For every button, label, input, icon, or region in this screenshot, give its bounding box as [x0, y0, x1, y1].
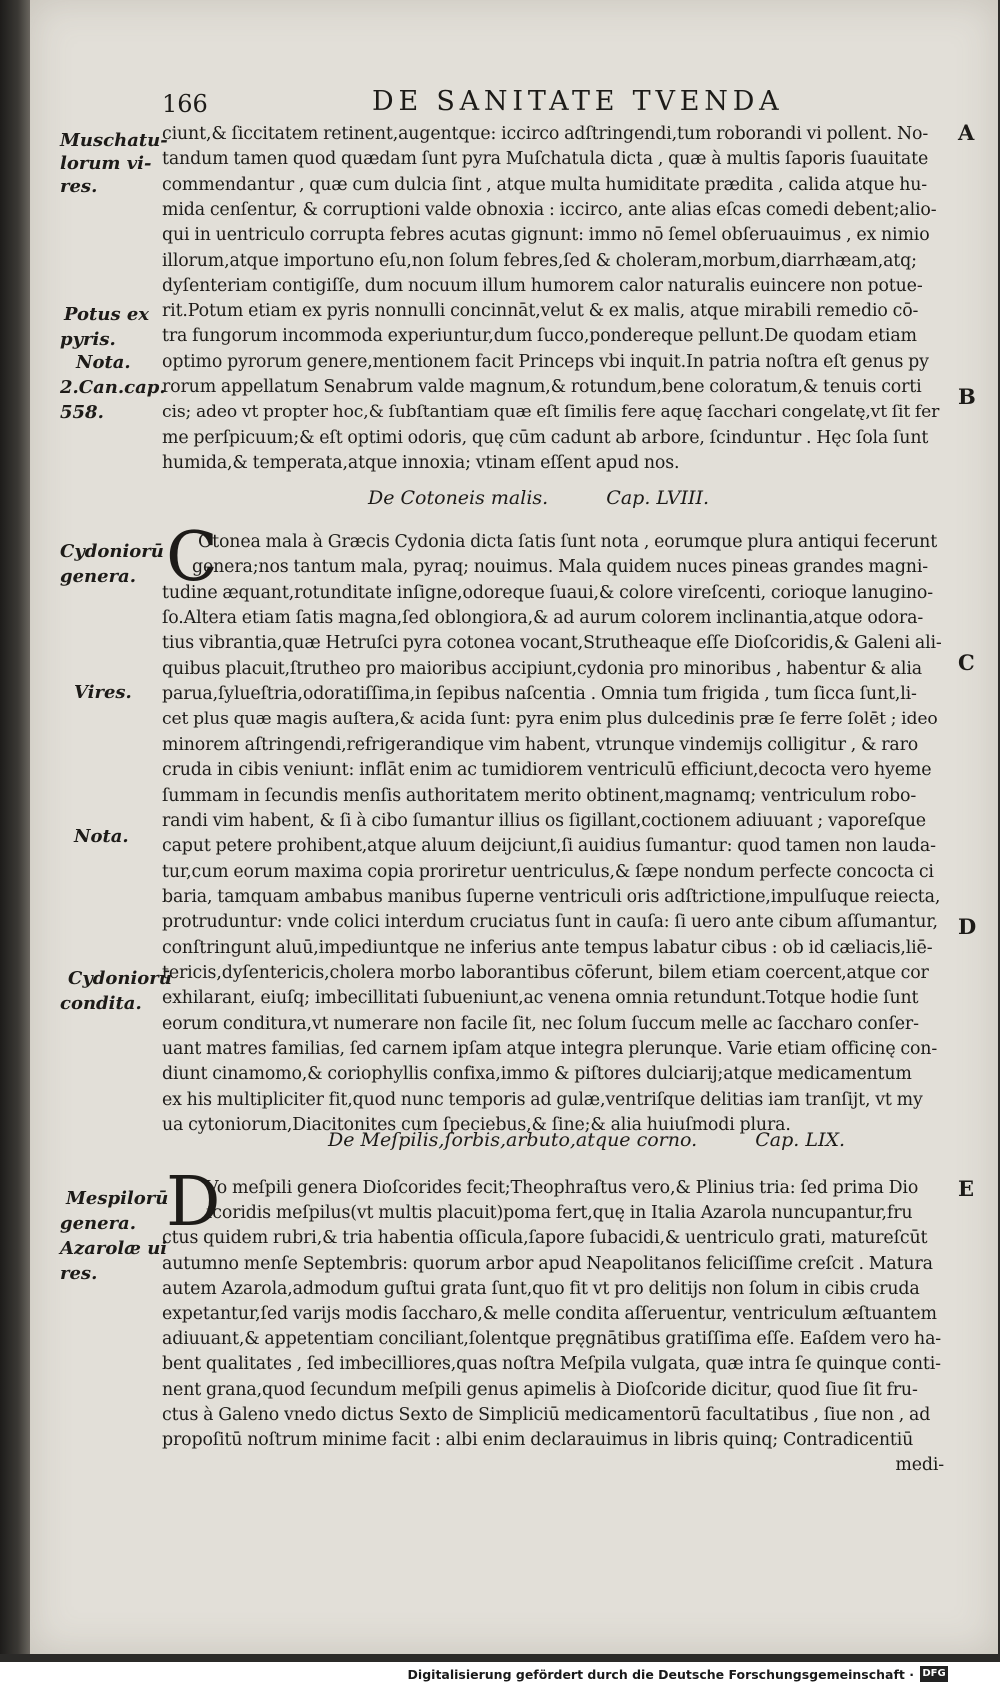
- chapter-title: De Meſpilis,ſorbis,arbuto,atque corno.: [328, 1129, 698, 1151]
- text-line: cis; adeo vt propter hoc,& ſubſtantiam quæ eſt ſimilis fere aquę ſacchari congelatę,vt ſit fer: [162, 402, 940, 423]
- text-line: tandum tamen quod quædam ſunt pyra Muſchatula dicta , quæ à multis ſaporis ſuauitate: [162, 149, 929, 170]
- text-line: conſtringunt aluū,impediuntque ne inferius ante tempus labatur cibus : ob id cæliacis,liē-: [162, 937, 933, 958]
- drop-cap-c: C: [166, 518, 219, 597]
- text-line: adiuuant,& appetentiam conciliant,ſolentque pręgnātibus gratiſſima eſſe. Eaſdem vero ha-: [162, 1329, 942, 1350]
- text-line: quibus placuit,ſtrutheo pro maioribus accipiunt,cydonia pro minoribus , habentur & alia: [162, 658, 922, 679]
- text-line: me perſpicuum;& eſt optimi odoris, quę cūm cadunt ab arbore, ſcinduntur . Hęc ſola ſunt: [162, 427, 929, 448]
- text-line: Vo meſpili genera Dioſcorides fecit;Theophraſtus vero,& Plinius tria: ſed prima Dio: [206, 1178, 919, 1198]
- text-line: ſummam in ſecundis menſis authoritatem merito obtinent,magnamq; ventriculum robo-: [162, 785, 917, 806]
- margin-note-line: Potus ex: [64, 304, 150, 325]
- text-line: qui in uentriculo corrupta febres acutas gignunt: immo nō ſemel obſeruauimus , ex nimio: [162, 225, 930, 246]
- text-line: genera;nos tantum mala, pyraq; nouimus. Mala quidem nuces pineas grandes magni-: [192, 557, 928, 578]
- text-line: ſo.Altera etiam ſatis magna,ſed oblongiora,& ad aurum colorem inclinantia,atque odora-: [162, 608, 924, 629]
- digitization-footer: [0, 1662, 1000, 1689]
- text-line: diunt cinamomo,& coriophyllis confixa,immo & piſtores dulciarij;atque medicamentum: [162, 1064, 912, 1085]
- chapter-number: Cap. LVIII.: [606, 487, 710, 509]
- text-line: tra fungorum incommoda experiuntur,dum ſucco,pondereque pellunt.De quodam etiam: [162, 326, 917, 347]
- footer-credit: Digitalisierung gefördert durch die Deutsche Forschungsgemeinschaft ·: [407, 1667, 914, 1682]
- text-line: optimo pyrorum genere,mentionem facit Princeps vbi inquit.In patria noſtra eſt genus py: [162, 351, 929, 372]
- margin-note-line: Cydoniorū: [68, 968, 172, 989]
- text-line: propoſitū noſtrum minime facit : albi enim declarauimus in libris quinq; Contradicentiū: [162, 1430, 914, 1450]
- page-number: 166: [162, 90, 208, 118]
- text-line: rorum appellatum Senabrum valde magnum,& rotundum,bene coloratum,& tenuis corti: [162, 377, 922, 397]
- text-line: tudine æquant,rotunditate inſigne,odoreque ſuaui,& colore vireſcenti, corioque lanugino-: [162, 582, 933, 603]
- text-line: humida,& temperata,atque innoxia; vtinam eſſent apud nos.: [162, 452, 680, 473]
- margin-note-line: 558.: [60, 402, 104, 423]
- text-line: ſcoridis meſpilus(vt multis placuit)poma fert,quę in Italia Azarola nuncupantur,fru: [206, 1203, 913, 1224]
- margin-note-line: Nota.: [76, 352, 131, 373]
- section-letter-a: A: [958, 120, 975, 145]
- running-header: [162, 84, 822, 124]
- text-line: illorum,atque importuno eſu,non ſolum febres,ſed & choleram,morbum,diarrhæam,atq;: [162, 250, 917, 271]
- margin-note-line: condita.: [60, 993, 142, 1014]
- text-line: caput petere prohibent,atque aluum deijciunt,ſi auidius ſumantur: quod tamen non lauda-: [162, 836, 936, 857]
- chapter-heading-58: [368, 486, 709, 511]
- dfg-logo: DFG: [920, 1666, 948, 1682]
- margin-note-line: res.: [60, 176, 98, 197]
- margin-note-line: Vires.: [74, 682, 132, 703]
- book-page: [30, 0, 998, 1654]
- text-line: bent qualitates , ſed imbecilliores,quas noſtra Meſpila vulgata, quæ intra ſe quinque conti-: [162, 1354, 941, 1375]
- text-line: ex his multipliciter fit,quod nunc temporis ad gulæ,ventriſque delitias iam tranſijt, vt my: [162, 1089, 923, 1110]
- margin-note-line: Mespilorū: [66, 1188, 169, 1209]
- text-line: exhilarant, eiuſq; imbecillitati ſubueniunt,ac venena omnia retundunt.Totque hodie ſunt: [162, 988, 919, 1009]
- text-line: tericis,dyſentericis,cholera morbo laborantibus cōferunt, bilem etiam coercent,atque cor: [162, 962, 929, 983]
- margin-note-line: genera.: [60, 566, 136, 587]
- text-line: eorum conditura,vt numerare non facile ſit, nec ſolum ſuccum melle ac ſaccharo conſer-: [162, 1013, 919, 1034]
- text-line: randi vim habent, & ſi à cibo ſumantur illius os ſigillant,coctionem adiuuant ; vaporeſque: [162, 810, 926, 831]
- margin-note-line: pyris.: [60, 329, 116, 350]
- book-binding-edge: [0, 0, 30, 1654]
- text-line: protruduntur: vnde colici interdum cruciatus ſunt in cauſa: ſi uero ante cibum aſſumantur,: [162, 912, 938, 933]
- text-line: baria, tamquam ambabus manibus ſuperne ventriculi oris adſtrictione,impulſuque reiecta,: [162, 886, 941, 907]
- text-line: ctus à Galeno vnedo dictus Sexto de Simpliciū medicamentorū facultatibus , ſiue non , ad: [162, 1404, 931, 1425]
- text-line: rit.Potum etiam ex pyris nonnulli concinnāt,velut & ex malis, atque mirabili remedio cō-: [162, 301, 919, 322]
- text-line: minorem aſtringendi,refrigerandique vim habent, vtrunque vindemijs colligitur , & raro: [162, 734, 919, 755]
- text-line: dyſenteriam contigiſſe, dum nocuum illum humorem calor naturalis euincere non potue-: [162, 275, 923, 296]
- section-letter-d: D: [958, 914, 977, 939]
- text-line: autumno menſe Septembris: quorum arbor apud Neapolitanos feliciſſime creſcit . Matura: [162, 1253, 933, 1274]
- drop-cap-d: D: [166, 1163, 221, 1242]
- text-line: ctus quidem rubri,& tria habentia oſſicula,ſapore ſubacidi,& uentriculo grati, matureſcūt: [162, 1228, 928, 1249]
- margin-note-line: Azarolæ ui: [60, 1238, 168, 1259]
- text-line: tur,cum eorum maxima copia proriretur uentriculus,& ſæpe nondum perfecte concocta ci: [162, 861, 934, 882]
- margin-note-line: res.: [60, 1263, 98, 1284]
- text-line: uant matres familias, ſed carnem ipſam atque integra plerunque. Varie etiam officinę con-: [162, 1039, 938, 1059]
- margin-note-line: Cydoniorū: [60, 541, 164, 562]
- margin-note-line: lorum vi-: [60, 153, 152, 174]
- text-line: mida cenſentur, & corruptioni valde obnoxia : iccirco, ante alias eſcas comedi debent;alio-: [162, 199, 937, 220]
- text-line: expetantur,ſed varijs modis ſaccharo,& melle condita aſſeruentur, ventriculum æſtuantem: [162, 1304, 937, 1324]
- text-line: cet plus quæ magis auſtera,& acida ſunt: pyra enim plus dulcedinis præ ſe ferre ſolēt ; ideo: [162, 709, 938, 730]
- margin-note-line: genera.: [60, 1213, 136, 1234]
- chapter-title: De Cotoneis malis.: [368, 487, 549, 509]
- section-letter-e: E: [958, 1176, 975, 1201]
- chapter-heading-59: [328, 1128, 845, 1153]
- text-line: Otonea mala à Græcis Cydonia dicta ſatis ſunt nota , eorumque plura antiqui fecerunt: [198, 532, 938, 552]
- text-line: medi-: [895, 1455, 944, 1476]
- section-letter-b: B: [958, 384, 976, 409]
- text-line: cruda in cibis veniunt: inflāt enim ac tumidiorem ventriculū efficiunt,decocta vero hyeme: [162, 760, 932, 781]
- text-line: ua cytoniorum,Diacitonites cum ſpeciebus,& ſine;& alia huiuſmodi plura.: [162, 1115, 791, 1136]
- running-title: DE SANITATE TVENDA: [372, 86, 784, 117]
- margin-note-line: 2.Can.cap.: [60, 377, 166, 398]
- text-line: tius vibrantia,quæ Hetruſci pyra cotonea vocant,Strutheaque eſſe Dioſcoridis,& Galeni ali-: [162, 633, 942, 654]
- margin-note-line: Muschatu-: [60, 130, 168, 151]
- chapter-number: Cap. LIX.: [755, 1129, 846, 1151]
- text-line: ciunt,& ſiccitatem retinent,augentque: iccirco adſtringendi,tum roborandi vi pollent. No-: [162, 124, 929, 144]
- text-line: nent grana,quod ſecundum meſpili genus apimelis à Dioſcoride dicitur, quod ſiue ſit fru-: [162, 1379, 918, 1400]
- margin-note-line: Nota.: [74, 826, 129, 847]
- text-line: commendantur , quæ cum dulcia ſint , atque multa humiditate prædita , calida atque hu-: [162, 174, 928, 195]
- section-letter-c: C: [958, 650, 975, 675]
- text-line: parua,ſylueſtria,odoratiſſima,in ſepibus naſcentia . Omnia tum frigida , tum ſicca ſunt,li-: [162, 684, 917, 705]
- text-line: autem Azarola,admodum guſtui grata ſunt,quo fit vt pro delitijs non ſolum in cibis cruda: [162, 1278, 920, 1299]
